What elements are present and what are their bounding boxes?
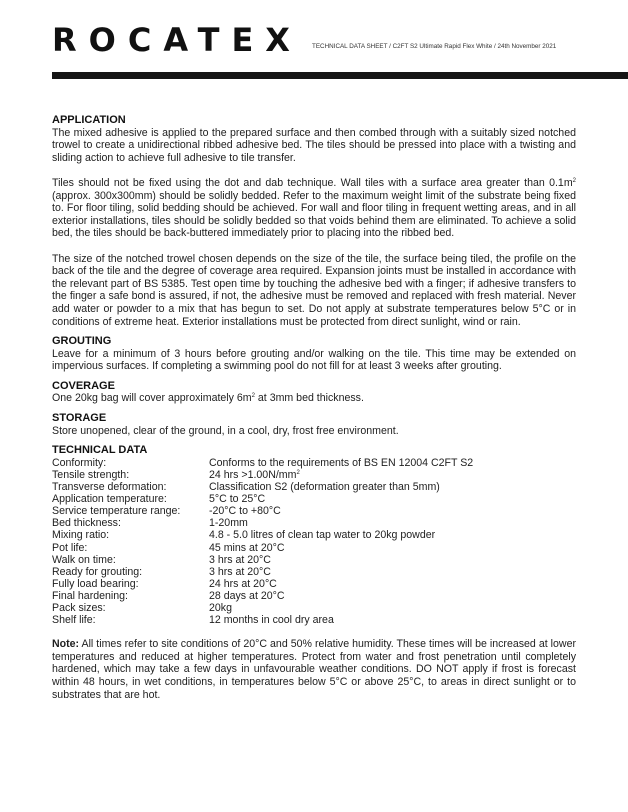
coverage-heading: COVERAGE bbox=[52, 379, 115, 392]
coverage-section bbox=[52, 380, 576, 405]
technical-data-label: Walk on time: bbox=[52, 553, 116, 566]
coverage-text: One 20kg bag will cover approximately $6m^2$ at 3mm bed thickness. bbox=[52, 392, 364, 405]
technical-data-label: Mixing ratio: bbox=[52, 529, 110, 542]
technical-data-label: Transverse deformation: bbox=[52, 481, 167, 494]
technical-data-label: Ready for grouting: bbox=[52, 565, 143, 578]
technical-data-label: Final hardening: bbox=[52, 589, 128, 602]
storage-section bbox=[52, 412, 576, 437]
technical-data-row bbox=[52, 481, 473, 493]
technical-data-label: Pot life: bbox=[52, 541, 88, 554]
grouting-section bbox=[52, 335, 576, 373]
storage-heading: STORAGE bbox=[52, 412, 107, 425]
note-label: Note: bbox=[52, 638, 80, 651]
technical-data-heading: TECHNICAL DATA bbox=[52, 444, 148, 457]
note-section bbox=[52, 638, 576, 701]
technical-data-value: 45 mins at 20°C bbox=[209, 541, 285, 554]
document-info: TECHNICAL DATA SHEET / C2FT S2 Ultimate Rapid Flex White / 24th November 2021 bbox=[312, 43, 557, 50]
technical-data-row bbox=[52, 554, 473, 566]
technical-data-row bbox=[52, 529, 473, 541]
technical-data-section bbox=[52, 444, 576, 626]
technical-data-row bbox=[52, 590, 473, 602]
application-paragraph-1: The mixed adhesive is applied to the prepared surface and then combed through with a suitably sized notched trowel to create a unidirectional ribbed adhesive bed. The tiles should be pressed into place with a twisting and sliding action to achieve full adhesive to tile transfer. bbox=[52, 126, 576, 164]
application-section bbox=[52, 114, 576, 328]
technical-data-value: 24 hrs $>1.00N/mm^2$ bbox=[209, 468, 300, 481]
technical-data-row bbox=[52, 517, 473, 529]
header-divider bbox=[52, 72, 628, 79]
technical-data-row bbox=[52, 602, 473, 614]
technical-data-value: Classification S2 (deformation greater than 5mm) bbox=[209, 481, 440, 494]
storage-text: Store unopened, clear of the ground, in a cool, dry, frost free environment. bbox=[52, 424, 399, 437]
technical-data-row bbox=[52, 457, 473, 469]
technical-data-row bbox=[52, 578, 473, 590]
technical-data-label: Tensile strength: bbox=[52, 468, 130, 481]
technical-data-table bbox=[52, 457, 473, 626]
technical-data-label: Application temperature: bbox=[52, 493, 167, 506]
technical-data-value: 4.8 - 5.0 litres of clean tap water to 20kg powder bbox=[209, 529, 436, 542]
application-heading: APPLICATION bbox=[52, 114, 126, 126]
technical-data-label: Pack sizes: bbox=[52, 601, 106, 614]
technical-data-row bbox=[52, 493, 473, 505]
application-paragraph-3: The size of the notched trowel chosen depends on the size of the tile, the surface being tiled, the profile on the back of the tile and the degree of coverage area required. Expansion joints must be installed in accordance with the relevant part of BS 5385. Test open time by touching the adhesive bed with a finger; if adhesive transfers to the finger a safe bond is assured, if not, the adhesive must be removed and replaced with fresh material. Never add water or powder to a mix that has begun to set. Do not apply at substrate temperatures below 5°C or in conditions of extreme heat. Exterior installations must be protected from direct sunlight, wind or rain. bbox=[52, 252, 576, 328]
application-paragraph-2: Tiles should not be fixed using the dot and dab technique. Wall tiles with a surface area greater than $0.1m^2$ (approx. 300x300mm) should be solidly bedded. Refer to the maximum weight limit of the substrate being fixed to. For floor tiling, solid bedding should be achieved. For wall and floor tiling in frequent wetting areas, and in all exterior installations, tiles should be solidly bedded so that voids behind them are eliminated. To achieve a solid bed, the tiles should be back-buttered immediately prior to placing into the ribbed bed. bbox=[52, 176, 576, 240]
technical-data-value: 12 months in cool dry area bbox=[209, 614, 334, 627]
technical-data-value: 24 hrs at 20°C bbox=[209, 577, 277, 590]
technical-data-value: 5°C to 25°C bbox=[209, 493, 266, 506]
technical-data-label: Bed thickness: bbox=[52, 517, 121, 530]
technical-data-row bbox=[52, 542, 473, 554]
technical-data-row bbox=[52, 614, 473, 626]
technical-data-value: 1-20mm bbox=[209, 517, 248, 530]
technical-data-value: -20°C to +80°C bbox=[209, 505, 281, 518]
grouting-text: Leave for a minimum of 3 hours before grouting and/or walking on the tile. This time may be extended on impervious surfaces. If completing a swimming pool do not fill for at least 3 weeks after grouting. bbox=[52, 347, 576, 373]
technical-data-row bbox=[52, 469, 473, 481]
technical-data-label: Conformity: bbox=[52, 456, 107, 469]
technical-data-label: Shelf life: bbox=[52, 614, 96, 627]
technical-data-value: Conforms to the requirements of BS EN 12004 C2FT S2 bbox=[209, 456, 474, 469]
technical-data-value: 28 days at 20°C bbox=[209, 589, 285, 602]
technical-data-label: Fully load bearing: bbox=[52, 577, 139, 590]
document-body bbox=[52, 114, 576, 701]
note-text: Note: All times refer to site conditions of 20°C and 50% relative humidity. These times will be increased at lower temperatures and reduced at higher temperatures. Protect from water and frost penetration until completely hardened, which may take a few days in unfavourable weather conditions. DO NOT apply if frost is forecast within 48 hours, in wet conditions, in temperatures below 5°C or above 25°C, to areas in direct sunlight or to substrates that are hot. bbox=[52, 638, 576, 701]
technical-data-row bbox=[52, 505, 473, 517]
technical-data-value: 3 hrs at 20°C bbox=[209, 565, 271, 578]
technical-data-value: 20kg bbox=[209, 601, 232, 614]
technical-data-label: Service temperature range: bbox=[52, 505, 181, 518]
brand-logo: ROCATEX bbox=[52, 21, 302, 59]
grouting-heading: GROUTING bbox=[52, 335, 112, 348]
technical-data-row bbox=[52, 566, 473, 578]
technical-data-value: 3 hrs at 20°C bbox=[209, 553, 271, 566]
